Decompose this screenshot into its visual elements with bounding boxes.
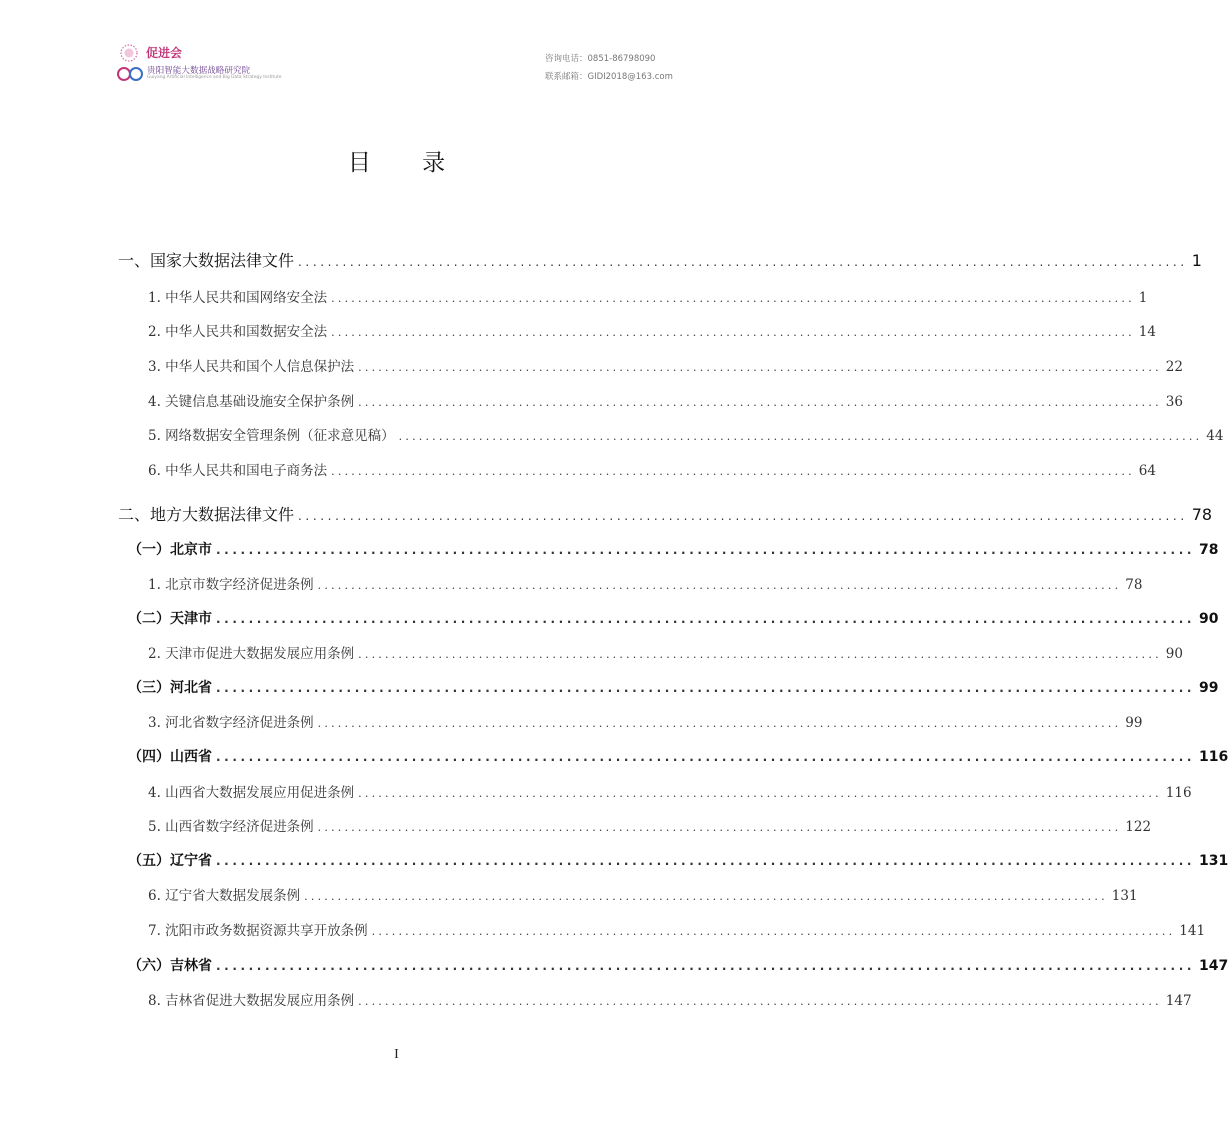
toc-entry-label: （四）山西省 <box>128 749 212 765</box>
toc-entry-label: （二）天津市 <box>128 611 212 627</box>
toc-leader-dots: ........................................................................................................................ <box>216 612 1196 626</box>
toc-leader-dots: ........................................................................................................................ <box>398 430 1203 443</box>
logo-emblem-icon <box>116 44 146 86</box>
toc-entry-page: 78 <box>1199 542 1219 558</box>
toc-entry-label: 3. 中华人民共和国个人信息保护法 <box>148 359 355 375</box>
toc-entry-page: 122 <box>1125 819 1152 835</box>
toc-entry-page: 116 <box>1199 749 1228 765</box>
toc-region-entry[interactable] <box>128 955 1228 975</box>
toc-entry-page: 1 <box>1191 251 1202 270</box>
toc-entry-page: 116 <box>1165 785 1192 801</box>
toc-entry-label: 2. 天津市促进大数据发展应用条例 <box>148 646 355 662</box>
toc-item-entry[interactable] <box>148 390 1183 410</box>
logo-org-name-en: Guiyang Artificial Intelligence and Big Data Strategy Institute <box>147 75 282 80</box>
toc-item-entry[interactable] <box>148 424 1224 444</box>
toc-entry-page: 78 <box>1191 505 1213 524</box>
toc-item-entry[interactable] <box>148 459 1156 479</box>
toc-section-entry[interactable] <box>118 502 1213 525</box>
toc-entry-page: 22 <box>1165 359 1183 375</box>
toc-entry-label: 1. 北京市数字经济促进条例 <box>148 577 314 593</box>
toc-item-entry[interactable] <box>148 573 1143 593</box>
toc-item-entry[interactable] <box>148 815 1152 835</box>
toc-entry-label: 1. 中华人民共和国网络安全法 <box>148 290 328 306</box>
toc-entry-label: 一、国家大数据法律文件 <box>118 251 295 270</box>
toc-entry-label: 4. 关键信息基础设施安全保护条例 <box>148 394 355 410</box>
toc-entry-page: 90 <box>1165 646 1183 662</box>
toc-entry-page: 99 <box>1125 715 1143 731</box>
toc-leader-dots: ........................................................................................................................ <box>371 925 1176 938</box>
toc-item-entry[interactable] <box>148 355 1183 375</box>
toc-leader-dots: ........................................................................................................................ <box>298 255 1188 269</box>
logo-org-name: 贵阳智能大数据战略研究院 <box>147 66 251 76</box>
contact-email: 联系邮箱：GIDI2018@163.com <box>545 72 673 82</box>
toc-entry-page: 141 <box>1179 923 1206 939</box>
toc-leader-dots: ........................................................................................................................ <box>358 361 1162 374</box>
toc-entry-page: 147 <box>1165 993 1192 1009</box>
toc-item-entry[interactable] <box>148 320 1156 340</box>
toc-leader-dots: ........................................................................................................................ <box>216 854 1196 868</box>
toc-leader-dots: ........................................................................................................................ <box>216 681 1196 695</box>
toc-entry-page: 99 <box>1199 680 1219 696</box>
toc-leader-dots: ........................................................................................................................ <box>317 717 1122 730</box>
page-title: 目 录 <box>347 150 468 176</box>
toc-item-entry[interactable] <box>148 711 1143 731</box>
toc-entry-label: （五）辽宁省 <box>128 853 212 869</box>
toc-item-entry[interactable] <box>148 884 1138 904</box>
toc-entry-label: 5. 山西省数字经济促进条例 <box>148 819 314 835</box>
toc-region-entry[interactable] <box>128 850 1228 870</box>
toc-leader-dots: ........................................................................................................................ <box>317 821 1122 834</box>
toc-entry-label: 3. 河北省数字经济促进条例 <box>148 715 314 731</box>
toc-leader-dots: ........................................................................................................................ <box>358 396 1162 409</box>
toc-item-entry[interactable] <box>148 286 1148 306</box>
toc-entry-page: 44 <box>1206 428 1224 444</box>
institute-logo <box>116 44 296 86</box>
toc-entry-label: 2. 中华人民共和国数据安全法 <box>148 324 328 340</box>
toc-item-entry[interactable] <box>148 642 1183 662</box>
toc-leader-dots: ........................................................................................................................ <box>331 326 1135 339</box>
logo-brand-text: 促进会 <box>146 46 183 60</box>
contact-info <box>545 50 673 86</box>
toc-leader-dots: ........................................................................................................................ <box>216 750 1196 764</box>
toc-region-entry[interactable] <box>128 677 1219 697</box>
page-header <box>0 0 793 95</box>
toc-entry-page: 1 <box>1138 290 1148 306</box>
contact-phone: 咨询电话：0851-86798090 <box>545 54 656 64</box>
toc-leader-dots: ........................................................................................................................ <box>216 543 1196 557</box>
toc-entry-label: 二、地方大数据法律文件 <box>118 505 295 524</box>
toc-entry-page: 64 <box>1138 463 1156 479</box>
toc-section-entry[interactable] <box>118 248 1202 271</box>
toc-leader-dots: ........................................................................................................................ <box>298 509 1188 523</box>
toc-entry-label: 4. 山西省大数据发展应用促进条例 <box>148 785 355 801</box>
toc-entry-label: （三）河北省 <box>128 680 212 696</box>
toc-entry-label: 8. 吉林省促进大数据发展应用条例 <box>148 993 355 1009</box>
toc-item-entry[interactable] <box>148 781 1192 801</box>
toc-leader-dots: ........................................................................................................................ <box>358 995 1162 1008</box>
toc-leader-dots: ........................................................................................................................ <box>358 787 1162 800</box>
toc-item-entry[interactable] <box>148 919 1206 939</box>
toc-region-entry[interactable] <box>128 608 1219 628</box>
toc-entry-label: （六）吉林省 <box>128 958 212 974</box>
toc-entry-page: 147 <box>1199 958 1228 974</box>
toc-leader-dots: ........................................................................................................................ <box>358 648 1162 661</box>
toc-leader-dots: ........................................................................................................................ <box>331 465 1135 478</box>
toc-entry-label: 7. 沈阳市政务数据资源共享开放条例 <box>148 923 368 939</box>
toc-entry-label: 6. 辽宁省大数据发展条例 <box>148 888 301 904</box>
toc-entry-page: 14 <box>1138 324 1156 340</box>
toc-entry-page: 131 <box>1111 888 1138 904</box>
toc-entry-page: 78 <box>1125 577 1143 593</box>
toc-region-entry[interactable] <box>128 539 1219 559</box>
page-number: I <box>394 1047 399 1062</box>
toc-leader-dots: ........................................................................................................................ <box>317 579 1122 592</box>
toc-entry-label: 6. 中华人民共和国电子商务法 <box>148 463 328 479</box>
toc-item-entry[interactable] <box>148 989 1192 1009</box>
toc-entry-label: 5. 网络数据安全管理条例（征求意见稿） <box>148 428 395 444</box>
toc-leader-dots: ........................................................................................................................ <box>216 959 1196 973</box>
toc-leader-dots: ........................................................................................................................ <box>304 890 1108 903</box>
toc-entry-label: （一）北京市 <box>128 542 212 558</box>
toc-entry-page: 131 <box>1199 853 1228 869</box>
toc-leader-dots: ........................................................................................................................ <box>331 292 1135 305</box>
toc-entry-page: 36 <box>1165 394 1183 410</box>
toc-region-entry[interactable] <box>128 746 1228 766</box>
toc-entry-page: 90 <box>1199 611 1219 627</box>
